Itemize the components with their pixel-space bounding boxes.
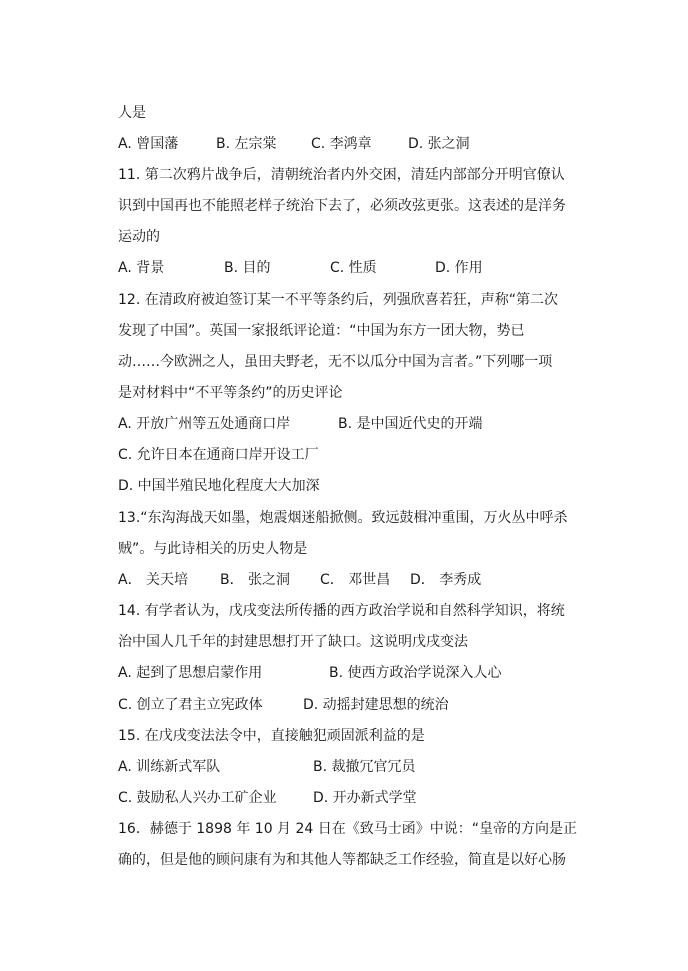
q14-option-b[interactable]: B. 使西方政治学说深入人心 — [329, 665, 502, 681]
q12-option-b[interactable]: B. 是中国近代史的开端 — [338, 416, 483, 432]
q14-option-c[interactable]: C. 创立了君主立宪政体 — [118, 697, 263, 713]
q12-option-d[interactable]: D. 中国半殖民地化程度大大加深 — [118, 478, 320, 494]
q12-stem-line-3: 动……今欧洲之人，虽田夫野老，无不以瓜分中国为言者。”下列哪一项 — [118, 354, 553, 370]
q12-stem-line-4: 是对材料中“不平等条约”的历史评论 — [118, 385, 343, 401]
q12-stem-line-1: 12. 在清政府被迫签订某一不平等条约后，列强欣喜若狂，声称“第二次 — [118, 292, 558, 308]
q14-stem-line-1: 14. 有学者认为，戊戌变法所传播的西方政治学说和自然科学知识，将统 — [118, 603, 565, 619]
q12-option-a[interactable]: A. 开放广州等五处通商口岸 — [118, 416, 291, 432]
q10-option-b[interactable]: B. 左宗棠 — [216, 136, 277, 152]
q11-option-b[interactable]: B. 目的 — [224, 260, 271, 276]
q10-option-d[interactable]: D. 张之洞 — [408, 136, 470, 152]
q10-option-a[interactable]: A. 曾国藩 — [118, 136, 179, 152]
q11-option-a[interactable]: A. 背景 — [118, 260, 165, 276]
q16-stem-line-1: 16．赫德于 1898 年 10 月 24 日在《致马士函》中说：“皇帝的方向是正 — [118, 821, 578, 837]
q13-stem-line-2: 贼”。与此诗相关的历史人物是 — [118, 541, 308, 557]
q13-option-c[interactable]: C． 邓世昌 — [320, 572, 391, 588]
q15-option-c[interactable]: C. 鼓励私人兴办工矿企业 — [118, 790, 277, 806]
q14-stem-line-2: 治中国人几千年的封建思想打开了缺口。这说明戊戌变法 — [118, 634, 468, 650]
q14-option-a[interactable]: A. 起到了思想启蒙作用 — [118, 665, 263, 681]
q12-option-c[interactable]: C. 允许日本在通商口岸开设工厂 — [118, 447, 319, 463]
q11-option-d[interactable]: D. 作用 — [435, 260, 483, 276]
q13-option-a[interactable]: A． 关天培 — [118, 572, 189, 588]
q10-option-c[interactable]: C. 李鸿章 — [311, 136, 372, 152]
q12-stem-line-2: 发现了中国”。英国一家报纸评论道：“中国为东方一团大物，势已 — [118, 323, 525, 339]
q13-stem-line-1: 13.“东沟海战天如墨，炮震烟迷船掀侧。致远鼓楫冲重围，万火丛中呼杀 — [118, 510, 568, 526]
q13-option-b[interactable]: B． 张之洞 — [220, 572, 291, 588]
q10-tail: 人是 — [118, 105, 146, 121]
q15-option-b[interactable]: B. 裁撤冗官冗员 — [313, 759, 416, 775]
q16-stem-line-2: 确的，但是他的顾问康有为和其他人等都缺乏工作经验，简直是以好心肠 — [118, 852, 566, 868]
q15-option-a[interactable]: A. 训练新式军队 — [118, 759, 221, 775]
q11-stem-line-2: 识到中国再也不能照老样子统治下去了，必须改弦更张。这表述的是洋务 — [118, 198, 566, 214]
q14-option-d[interactable]: D. 动摇封建思想的统治 — [303, 697, 449, 713]
q11-option-c[interactable]: C. 性质 — [330, 260, 377, 276]
q15-option-d[interactable]: D. 开办新式学堂 — [313, 790, 417, 806]
q13-option-d[interactable]: D． 李秀成 — [410, 572, 482, 588]
q11-stem-line-1: 11. 第二次鸦片战争后，清朝统治者内外交困，清廷内部部分开明官僚认 — [118, 167, 565, 183]
q15-stem: 15. 在戊戌变法法令中，直接触犯顽固派利益的是 — [118, 728, 425, 744]
q11-stem-line-3: 运动的 — [118, 229, 160, 245]
